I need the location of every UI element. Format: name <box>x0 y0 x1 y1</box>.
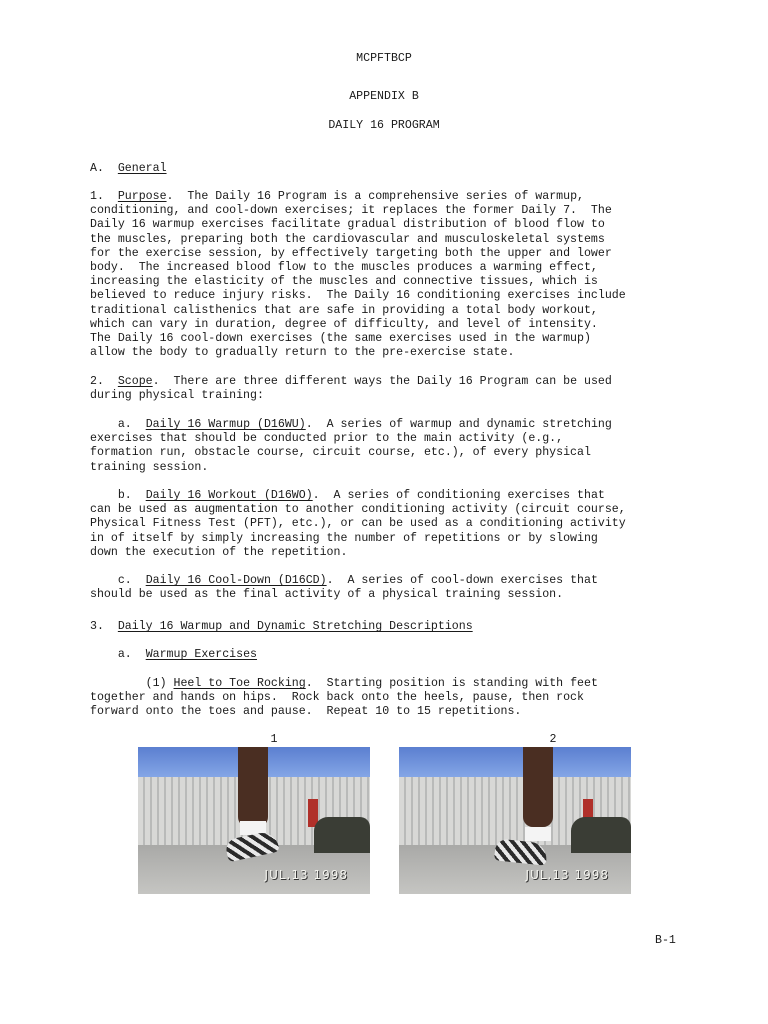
page-title: DAILY 16 PROGRAM <box>328 119 440 132</box>
crowd <box>314 817 370 853</box>
crowd <box>571 817 631 853</box>
scope-b-paragraph: b. Daily 16 Workout (D16WO). A series of conditioning exercises that can be used as augmentation to another conditioning activity (circuit course, Physical Fitness Test (PFT), etc.), or can be used as a conditioning activity in of itself by simply increasing the number of repetitions or by slowing down the execution of the repetition. <box>90 489 626 559</box>
document-code: MCPFTBCP <box>356 52 412 65</box>
toe-rock-photo <box>399 747 631 894</box>
appendix-label: APPENDIX B <box>349 90 419 103</box>
purpose-paragraph: 1. Purpose. The Daily 16 Program is a comprehensive series of warmup, conditioning, and cool-down exercises; it replaces the former Daily 7. The Daily 16 warmup exercises facilitate gradual distribution of blood flow to the muscles, preparing both the cardiovascular and musculoskeletal systems for the exercise session, by effectively targeting both the upper and lower body. The increased blood flow to the muscles produces a warming effect, increasing the elasticity of the muscles and connective tissues, which is believed to reduce injury risks. The Daily 16 conditioning exercises include traditional calisthenics that are safe in providing a total body workout, which can vary in duration, degree of difficulty, and level of intensity. The Daily 16 cool-down exercises (the same exercises used in the warmup) allow the body to gradually return to the pre-exercise state. <box>90 190 626 360</box>
warmup-exercises-heading: a. Warmup Exercises <box>117 648 258 661</box>
sock <box>525 827 551 841</box>
scope-paragraph: 2. Scope. There are three different ways the Daily 16 Program can be used during physical training: <box>90 375 612 403</box>
d16wo-label: Daily 16 Workout (D16WO) <box>145 489 313 502</box>
section-a-heading: A. General <box>90 162 167 175</box>
scope-c-paragraph: c. Daily 16 Cool-Down (D16CD). A series of cool-down exercises that should be used as the final activity of a physical training session. <box>90 574 598 602</box>
d16wu-label: Daily 16 Warmup (D16WU) <box>145 418 306 431</box>
figure-1-number: 1 <box>270 733 278 746</box>
leg <box>523 747 553 827</box>
heel-toe-label: Heel to Toe Rocking <box>173 677 306 690</box>
heel-rock-photo <box>138 747 370 894</box>
date-stamp: JUL.13 1998 <box>264 867 348 882</box>
page-number: B-1 <box>655 934 676 947</box>
date-stamp: JUL.13 1998 <box>525 867 609 882</box>
scope-label: Scope <box>117 375 153 388</box>
leg <box>238 747 268 827</box>
d16cd-label: Daily 16 Cool-Down (D16CD) <box>145 574 327 587</box>
purpose-label: Purpose <box>117 190 167 203</box>
scope-a-paragraph: a. Daily 16 Warmup (D16WU). A series of warmup and dynamic stretching exercises that should be conducted prior to the main activity (e.g., formation run, obstacle course, circuit course, etc.), of every physical training session. <box>90 418 612 474</box>
heel-toe-paragraph: (1) Heel to Toe Rocking. Starting position is standing with feet together and hands on hips. Rock back onto the heels, pause, then rock forward onto the toes and pause. Repeat 10 to 15 repetitions. <box>90 677 598 719</box>
figure-2-number: 2 <box>549 733 557 746</box>
section-3-heading: 3. Daily 16 Warmup and Dynamic Stretching Descriptions <box>90 620 473 633</box>
